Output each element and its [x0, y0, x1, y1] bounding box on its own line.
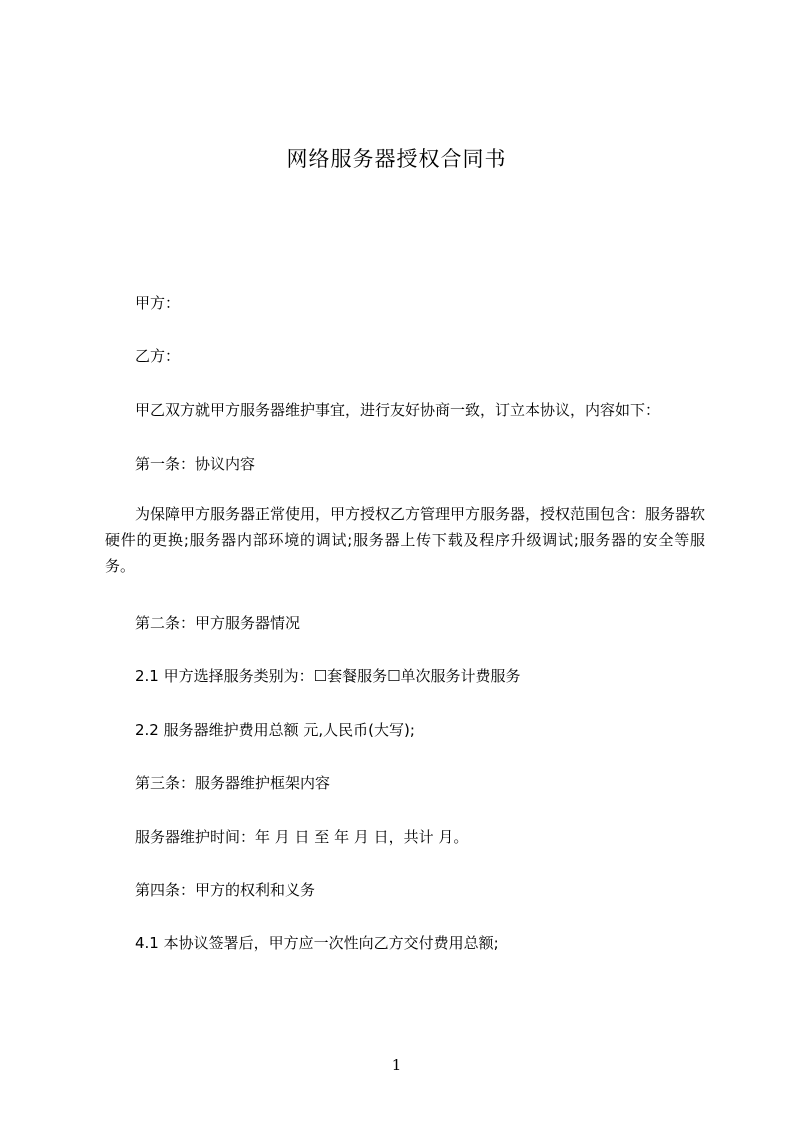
intro-paragraph: 甲乙双方就甲方服务器维护事宜，进行友好协商一致，订立本协议，内容如下： [135, 401, 661, 419]
clause-4-1: 4.1 本协议签署后，甲方应一次性向乙方交付费用总额; [135, 934, 499, 952]
clause-2-1: 2.1 甲方选择服务类别为：☐套餐服务☐单次服务计费服务 [135, 667, 521, 685]
article-2-heading: 第二条：甲方服务器情况 [135, 614, 301, 632]
article-3-heading: 第三条：服务器维护框架内容 [135, 774, 331, 792]
article-1-heading: 第一条：协议内容 [135, 455, 256, 473]
page-number: 1 [391, 1056, 402, 1074]
document-title: 网络服务器授权合同书 [286, 147, 507, 171]
article-1-body: 为保障甲方服务器正常使用，甲方授权乙方管理甲方服务器，授权范围包含：服务器软硬件的更换;服务器内部环境的调试;服务器上传下载及程序升级调试;服务器的安全等服务。 [105, 505, 706, 575]
party-a-label: 甲方： [135, 294, 181, 312]
party-b-label: 乙方： [135, 347, 181, 365]
article-4-heading: 第四条：甲方的权利和义务 [135, 881, 316, 899]
maintenance-time: 服务器维护时间：年 月 日 至 年 月 日，共计 月。 [135, 828, 469, 846]
clause-2-2: 2.2 服务器维护费用总额 元,人民币(大写); [135, 721, 415, 739]
